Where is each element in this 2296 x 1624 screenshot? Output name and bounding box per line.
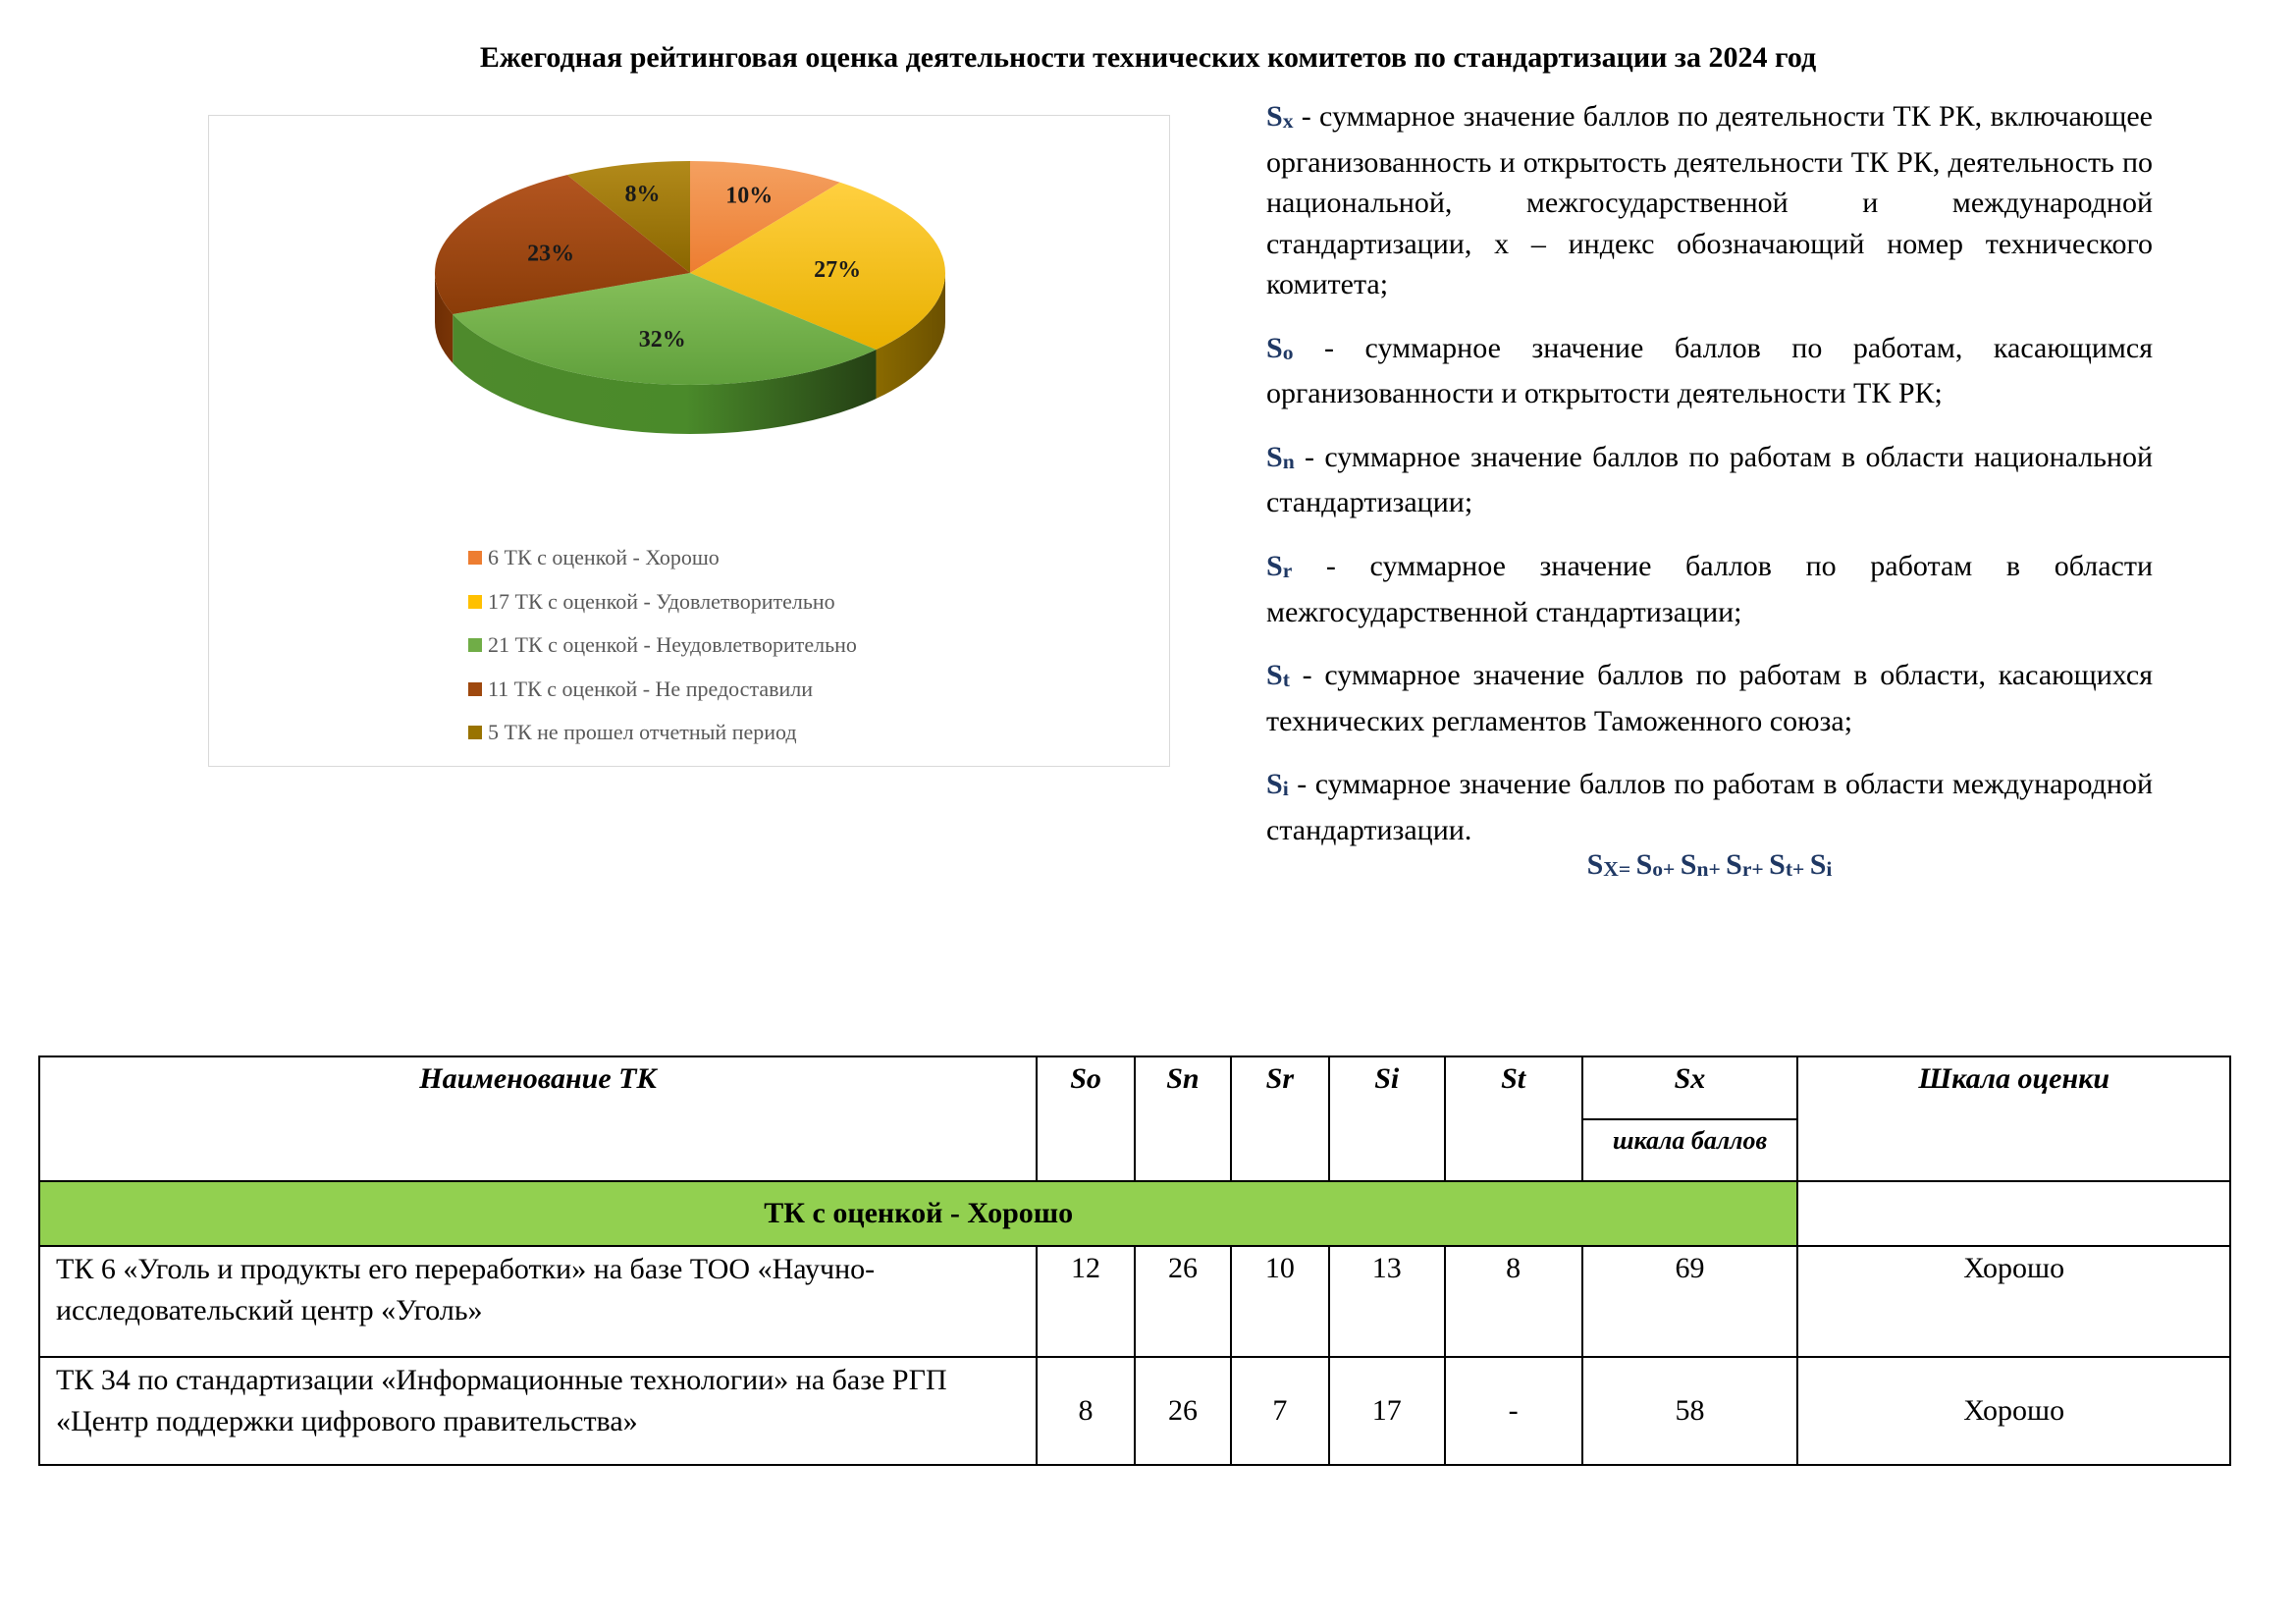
pie-chart: [208, 115, 1170, 767]
header-sn: Sn: [1135, 1056, 1231, 1181]
legend-label: 6 ТК с оценкой - Хорошо: [488, 545, 720, 570]
legend-label: 5 ТК не прошел отчетный период: [488, 720, 797, 745]
sx-value: 69: [1582, 1246, 1798, 1357]
definition-st: St - суммарное значение баллов по работам в области, касающихся технических регламентов Таможенного союза;: [1266, 659, 2153, 737]
definition-si: Si - суммарное значение баллов по работам в области международной стандартизации.: [1266, 768, 2153, 846]
definitions: [1266, 96, 2153, 873]
header-name: Наименование ТК: [39, 1056, 1037, 1181]
chart-legend: [468, 536, 857, 755]
so-value: 8: [1037, 1357, 1135, 1465]
sx-value: 58: [1582, 1357, 1798, 1465]
sr-value: 7: [1231, 1357, 1329, 1465]
legend-swatch-icon: [468, 638, 482, 652]
legend-swatch-icon: [468, 682, 482, 696]
legend-item: [468, 536, 857, 580]
legend-label: 17 ТК с оценкой - Удовлетворительно: [488, 588, 835, 614]
symbol: Sn: [1266, 440, 1295, 473]
st-value: 8: [1445, 1246, 1582, 1357]
header-scale: Шкала оценки: [1797, 1056, 2230, 1181]
symbol: Sx: [1266, 100, 1294, 134]
sr-value: 10: [1231, 1246, 1329, 1357]
header-si: Si: [1329, 1056, 1445, 1181]
symbol: St: [1266, 659, 1290, 692]
symbol: Si: [1266, 768, 1289, 801]
scale-value: Хорошо: [1797, 1246, 2230, 1357]
si-value: 13: [1329, 1246, 1445, 1357]
sn-value: 26: [1135, 1357, 1231, 1465]
tk-name: ТК 34 по стандартизации «Информационные технологии» на базе РГП «Центр поддержки цифрового правительства»: [39, 1357, 1037, 1465]
table-row: [39, 1246, 2230, 1357]
definition-sn: Sn - суммарное значение баллов по работам в области национальной стандартизации;: [1266, 440, 2153, 519]
pie-data-label: 8%: [624, 182, 661, 208]
pie-chart-svg: [209, 116, 1171, 528]
group-row: [39, 1181, 2230, 1246]
pie-data-label: 23%: [527, 241, 575, 267]
symbol: So: [1266, 331, 1294, 364]
header-sr: Sr: [1231, 1056, 1329, 1181]
st-value: -: [1445, 1357, 1582, 1465]
definition-sx: Sx - суммарное значение баллов по деятельности ТК РК, включающее организованность и открытость деятельности ТК РК, деятельность по национальной, межгосударственной и международной стандартизации, x – индекс обозначающий номер технического комитета;: [1266, 100, 2153, 301]
page-title: Ежегодная рейтинговая оценка деятельности технических комитетов по стандартизации за 2024 год: [479, 41, 1817, 74]
sn-value: 26: [1135, 1246, 1231, 1357]
pie-data-label: 27%: [814, 256, 862, 283]
symbol: Sr: [1266, 549, 1293, 583]
pie-data-label: 10%: [725, 183, 774, 209]
legend-label: 11 ТК с оценкой - Не предоставили: [488, 676, 814, 701]
legend-item: [468, 668, 857, 712]
scale-value: Хорошо: [1797, 1357, 2230, 1465]
group-empty-cell: [1797, 1181, 2230, 1246]
legend-item: [468, 580, 857, 624]
table-row: [39, 1357, 2230, 1465]
pie-data-label: 32%: [638, 326, 686, 352]
si-value: 17: [1329, 1357, 1445, 1465]
so-value: 12: [1037, 1246, 1135, 1357]
header-sx: Sx: [1582, 1056, 1798, 1119]
legend-swatch-icon: [468, 551, 482, 565]
rating-table: [38, 1056, 2231, 1466]
legend-item: [468, 623, 857, 668]
header-st: St: [1445, 1056, 1582, 1181]
legend-swatch-icon: [468, 726, 482, 739]
header-sx-sub: шкала баллов: [1582, 1119, 1798, 1181]
tk-name: ТК 6 «Уголь и продукты его переработки» на базе ТОО «Научно-исследовательский центр «Уголь»: [39, 1246, 1037, 1357]
header-so: So: [1037, 1056, 1135, 1181]
legend-label: 21 ТК с оценкой - Неудовлетворительно: [488, 632, 857, 658]
group-title: ТК с оценкой - Хорошо: [39, 1181, 1797, 1246]
definition-sr: Sr - суммарное значение баллов по работам в области межгосударственной стандартизации;: [1266, 549, 2153, 628]
definition-so: So - суммарное значение баллов по работам, касающимся организованности и открытости деятельности ТК РК;: [1266, 331, 2153, 410]
legend-item: [468, 711, 857, 755]
legend-swatch-icon: [468, 595, 482, 609]
formula: SX= So+ Sn+ Sr+ St+ Si: [1586, 848, 1833, 882]
